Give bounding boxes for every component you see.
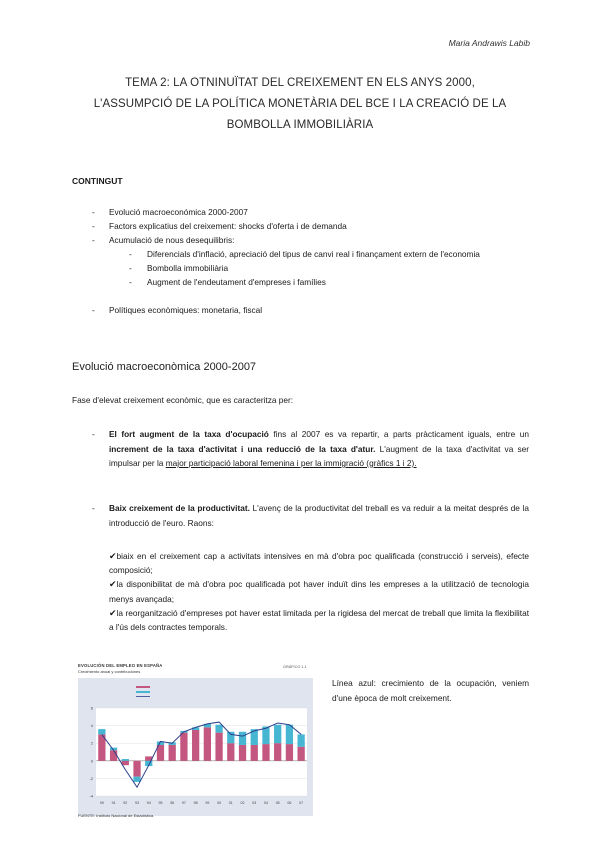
reason-item: ✔la disponibilitat de mà d'obra poc qualificada pot haver induït dins les empreses a la utilització de tecnologia menys avançada; <box>109 579 529 604</box>
bar-segment <box>215 733 222 761</box>
bar-segment <box>169 745 176 761</box>
bar-segment <box>298 734 305 746</box>
x-tick-label: 91 <box>111 801 116 805</box>
reason-item: ✔la reorganització d'empreses pot haver estat limitada per la rigidesa del mercat de treball que limita la flexibilitat a l'ús dels contractes temporals. <box>109 607 529 633</box>
bar-segment <box>251 745 258 761</box>
contents-item: - Acumulació de nous desequilibris: <box>92 235 235 245</box>
y-tick-label: 6 <box>90 705 93 711</box>
underlined-reference: major participació laboral femenina i per la immigració (gràfics 1 i 2). <box>165 458 417 468</box>
employment-chart-figure <box>78 663 318 825</box>
legend-swatch <box>136 696 150 697</box>
x-tick-label: 93 <box>135 801 140 805</box>
x-tick-label: 94 <box>146 801 151 805</box>
dash: - <box>92 207 95 217</box>
bar-segment <box>133 777 140 782</box>
bar-segment <box>286 744 293 761</box>
section-heading: Evolució macroeconòmica 2000-2007 <box>72 361 257 373</box>
employment-chart <box>78 678 313 816</box>
x-tick-label: 95 <box>158 801 163 805</box>
title-line-1: TEMA 2: LA OTNINUÏTAT DEL CREIXEMENT EN ELS ANYS 2000, <box>125 77 475 89</box>
intro-paragraph: Fase d'elevat creixement econòmic, que es caracteritza per: <box>72 395 294 405</box>
reason-item: ✔biaix en el creixement cap a activitats intensives en mà d'obra poc qualificada (construcció i serveis), efecte composició; <box>109 551 529 576</box>
contents-label: CONTINGUT <box>72 176 123 186</box>
checkmark-icon: ✔ <box>109 579 117 590</box>
contents-subitem: - Diferencials d'inflació, apreciació del tipus de canvi real i finançament extern de l'economia <box>129 249 480 259</box>
contents-subitem: - Augment de l'endeutament d'empreses i famílies <box>129 277 326 287</box>
document-title <box>70 73 530 136</box>
bar-segment <box>274 725 281 743</box>
x-tick-label: 02 <box>240 801 245 805</box>
legend-swatch <box>136 686 150 688</box>
title-line-3: BOMBOLLA IMMOBILIÀRIA <box>226 119 374 131</box>
chart-source: FUENTE: Instituto Nacional de Estadística. <box>78 813 155 818</box>
dash: - <box>92 235 95 245</box>
bar-segment <box>274 743 281 761</box>
contents-item: - Polítiques econòmiques: monetaria, fiscal <box>92 305 263 315</box>
bar-segment <box>298 747 305 761</box>
dash: - <box>129 263 132 273</box>
dash: - <box>92 429 95 439</box>
dash: - <box>92 221 95 231</box>
bar-segment <box>215 725 222 733</box>
dash: - <box>92 503 95 513</box>
checkmark-icon: ✔ <box>109 607 117 618</box>
x-tick-label: 01 <box>228 801 233 805</box>
contents-list <box>92 205 532 317</box>
bar-segment <box>192 730 199 761</box>
x-tick-label: 99 <box>205 801 210 805</box>
bar-segment <box>133 761 140 777</box>
x-tick-label: 96 <box>170 801 175 805</box>
x-tick-label: 00 <box>217 801 222 805</box>
x-tick-label: 97 <box>181 801 186 805</box>
bar-segment <box>110 750 117 761</box>
title-line-2: L'ASSUMPCIÓ DE LA POLÍTICA MONETÀRIA DEL BCE I LA CREACIÓ DE LA <box>93 98 507 110</box>
contents-item: - Factors explicatius del creixement: shocks d'oferta i de demanda <box>92 221 347 231</box>
author-name: Maria Andrawis Labib <box>448 38 530 48</box>
y-tick-label: -4 <box>89 793 93 799</box>
chart-panel <box>78 678 313 816</box>
chart-figure-tag: GRÁFICO 1.1 <box>283 665 307 669</box>
bar-segment <box>286 725 293 744</box>
chart-caption: Línea azul: crecimiento de la ocupación, veniem d'une època de molt creixement. <box>332 678 529 703</box>
x-tick-label: 05 <box>275 801 280 805</box>
y-tick-label: -2 <box>89 775 93 781</box>
bar-segment <box>239 732 246 745</box>
contents-item: - Evolució macroeconómica 2000-2007 <box>92 207 248 217</box>
x-tick-label: 06 <box>287 801 292 805</box>
bar-segment <box>227 732 234 743</box>
x-tick-label: 90 <box>99 801 104 805</box>
dash: - <box>92 305 95 315</box>
checkmark-icon: ✔ <box>109 551 117 561</box>
bar-segment <box>239 745 246 761</box>
y-tick-label: 4 <box>90 723 93 729</box>
dash: - <box>129 277 132 287</box>
bar-segment <box>180 733 187 761</box>
y-tick-label: 0 <box>90 758 93 764</box>
y-tick-label: 2 <box>90 740 93 746</box>
bar-segment <box>227 743 234 761</box>
dash: - <box>129 249 132 259</box>
x-tick-label: 07 <box>299 801 304 805</box>
contents-subitem: - Bombolla immobiliària <box>129 263 229 273</box>
bullet-productivity: - Baix creixement de la productivitat. L'avenç de la productivitat del treball es va reduir a la meitat després de la introducció de l'euro. Raons: <box>92 503 529 528</box>
bar-segment <box>122 759 129 761</box>
bar-segment <box>262 744 269 761</box>
bar-segment <box>98 729 105 734</box>
x-tick-label: 98 <box>193 801 198 805</box>
bar-segment <box>204 727 211 760</box>
x-tick-label: 04 <box>263 801 268 805</box>
bullet-employment: - El fort augment de la taxa d'ocupació fins al 2007 es va repartir, a parts pràcticament iguals, entre un increment de la taxa d'activitat i una reducció de la taxa d'atur. L'augment de la taxa d'activitat va ser impulsar per la major participació laboral femenina i per la immigració (gràfics 1 i 2). <box>92 429 530 468</box>
x-tick-label: 92 <box>123 801 128 805</box>
legend-swatch <box>136 691 150 693</box>
chart-title: EVOLUCIÓN DEL EMPLEO EN ESPAÑA <box>78 663 163 668</box>
reasons-list <box>109 549 529 634</box>
x-tick-label: 03 <box>252 801 257 805</box>
chart-subtitle: Crecimiento anual y contribuciones <box>78 669 141 674</box>
